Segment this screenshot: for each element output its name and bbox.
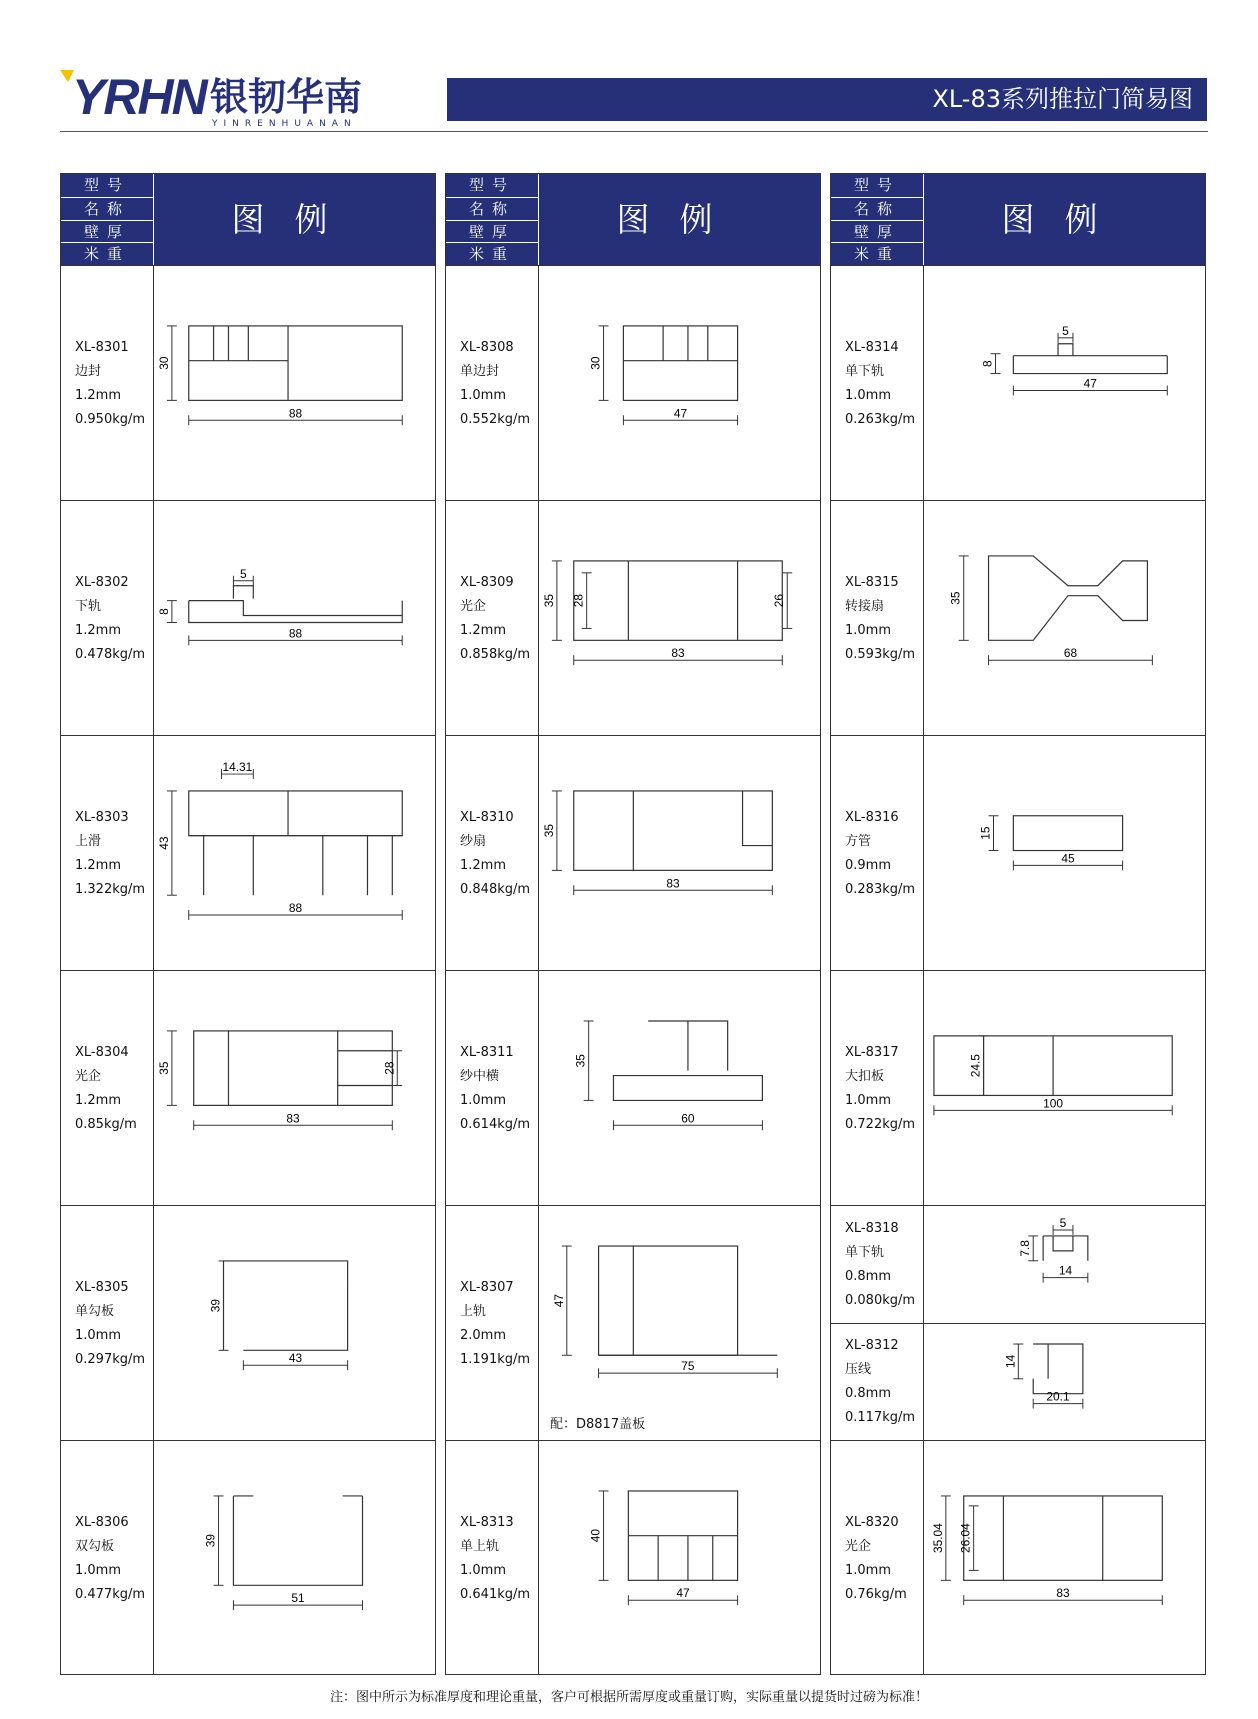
profile-drawing: [539, 971, 820, 1205]
profile-code: XL-8305: [75, 1279, 129, 1295]
dim-width: 45: [1061, 851, 1075, 866]
profile-sketch: [154, 736, 435, 970]
dim-height: 15: [978, 826, 993, 840]
profile-name: 上滑: [75, 833, 102, 849]
header-label: 型号: [468, 176, 515, 194]
profile-drawing: [924, 1441, 1205, 1675]
profile-info: [460, 571, 540, 667]
dim-inner: 26.04: [958, 1523, 973, 1554]
profile-code: XL-8304: [75, 1044, 129, 1060]
profile-name: 纱扇: [460, 833, 487, 849]
dim-width: 88: [288, 626, 303, 641]
profile-drawing: [539, 1441, 820, 1675]
profile-name: 纱中横: [460, 1068, 500, 1084]
profile-row: [831, 735, 1205, 970]
profile-thickness: 1.2mm: [75, 387, 122, 403]
profile-weight: 0.297kg/m: [75, 1351, 146, 1367]
profile-info: [75, 806, 155, 902]
profile-code: XL-8315: [845, 574, 899, 590]
profile-info: [460, 1041, 540, 1137]
profile-weight: 0.76kg/m: [845, 1586, 907, 1602]
dim-width: 47: [1083, 376, 1097, 391]
profile-name: 转接扇: [845, 598, 885, 614]
profile-row: [831, 1440, 1205, 1675]
profile-weight: 0.283kg/m: [845, 881, 916, 897]
profile-info: [845, 336, 925, 432]
dim-height: 43: [156, 836, 171, 850]
profile-weight: 0.080kg/m: [845, 1292, 916, 1308]
profile-thickness: 1.2mm: [460, 857, 507, 873]
dim-width: 20.1: [1046, 1389, 1070, 1404]
profile-code: XL-8312: [845, 1338, 899, 1354]
header-label: 型号: [853, 176, 900, 194]
dim-height: 35: [573, 1054, 588, 1068]
dim-width: 83: [666, 876, 680, 891]
profile-thickness: 1.0mm: [460, 387, 507, 403]
profile-thickness: 1.0mm: [845, 1562, 892, 1578]
svg-text:YRHN: YRHN: [72, 70, 206, 125]
profile-row: [446, 970, 820, 1205]
profile-drawing: [154, 501, 435, 735]
legend-title: 图例: [231, 200, 358, 239]
profile-weight: 0.593kg/m: [845, 646, 916, 662]
profile-info: [75, 336, 155, 432]
profile-sketch: [924, 971, 1205, 1205]
header-label: 壁厚: [831, 220, 923, 243]
dim-width: 88: [288, 901, 303, 916]
dim-height: 47: [551, 1294, 566, 1308]
profile-info: [75, 1041, 155, 1137]
profile-code: XL-8306: [75, 1514, 129, 1530]
legend-title: 图例: [1001, 200, 1128, 239]
brand-logo: [60, 70, 450, 130]
profile-row: [61, 500, 435, 735]
profile-name: 光企: [845, 1538, 872, 1554]
spec-column: [830, 173, 1206, 1675]
profile-row: [61, 265, 435, 500]
profile-code: XL-8316: [845, 809, 899, 825]
profile-weight: 1.322kg/m: [75, 881, 146, 897]
profile-drawing: [924, 1206, 1205, 1323]
profile-row: [831, 500, 1205, 735]
profile-weight: 0.478kg/m: [75, 646, 146, 662]
dim-height: 39: [203, 1533, 218, 1548]
profile-name: 单边封: [460, 363, 500, 379]
profile-weight: 0.85kg/m: [75, 1116, 137, 1132]
profile-drawing: [539, 266, 820, 500]
header-label: 米重: [446, 242, 538, 265]
profile-info: [845, 1041, 925, 1137]
profile-sketch: [539, 501, 820, 735]
profile-sketch: [154, 971, 435, 1205]
profile-code: XL-8309: [460, 574, 514, 590]
dim-height: 35.04: [930, 1523, 945, 1554]
footer-note: 注：图中所示为标准厚度和理论重量，客户可根据所需厚度或重量订购，实际重量以提货时过磅为标准！: [329, 1690, 928, 1705]
profile-sketch: [924, 1324, 1205, 1441]
profile-name: 下轨: [75, 598, 102, 614]
dim-top: 5: [1062, 323, 1069, 338]
profile-sketch: [924, 736, 1205, 970]
dim-height: 7.8: [1018, 1240, 1033, 1257]
profile-code: XL-8302: [75, 574, 129, 590]
dim-width: 83: [286, 1111, 300, 1126]
profile-name: 单下轨: [845, 363, 885, 379]
profile-weight: 0.950kg/m: [75, 411, 146, 427]
profile-code: XL-8301: [75, 339, 129, 355]
profile-sketch: [154, 266, 435, 500]
dim-height: 30: [588, 356, 603, 370]
profile-thickness: 0.8mm: [845, 1386, 892, 1402]
dim-height: 40: [588, 1529, 603, 1543]
profile-thickness: 1.2mm: [460, 622, 507, 638]
profile-code: XL-8311: [460, 1044, 514, 1060]
dim-top: 14.31: [222, 760, 253, 775]
profile-row: [446, 735, 820, 970]
profile-sketch: [539, 1441, 820, 1675]
dim-width: 51: [291, 1591, 305, 1606]
profile-thickness: 1.0mm: [75, 1327, 122, 1343]
profile-info: [75, 1276, 155, 1372]
profile-drawing: [924, 501, 1205, 735]
brand-name: 银韧华南: [210, 75, 363, 119]
profile-sketch: [539, 971, 820, 1205]
profile-thickness: 1.0mm: [845, 622, 892, 638]
profile-weight: 0.614kg/m: [460, 1116, 531, 1132]
profile-name: 双勾板: [75, 1538, 115, 1554]
dim-height: 39: [208, 1298, 223, 1313]
profile-drawing: [154, 1441, 435, 1675]
profile-row: [61, 1440, 435, 1675]
profile-drawing: [154, 971, 435, 1205]
profile-sketch: [154, 1206, 435, 1440]
profile-code: XL-8317: [845, 1044, 899, 1060]
spec-column: [445, 173, 821, 1675]
profile-info: [845, 571, 925, 667]
header-label: 型号: [83, 176, 130, 194]
profile-code: XL-8314: [845, 339, 899, 355]
profile-thickness: 2.0mm: [460, 1327, 507, 1343]
profile-weight: 0.477kg/m: [75, 1586, 146, 1602]
profile-sketch: [924, 266, 1205, 500]
profile-sketch: [924, 501, 1205, 735]
dim-width: 88: [288, 406, 303, 421]
legend-title: 图例: [616, 200, 743, 239]
profile-row: [446, 265, 820, 500]
dim-width: 83: [671, 646, 685, 661]
profile-thickness: 1.2mm: [75, 857, 122, 873]
profile-weight: 0.263kg/m: [845, 411, 916, 427]
profile-thickness: 1.2mm: [75, 622, 122, 638]
dim-inner-right: 26: [772, 593, 787, 608]
header-label: 米重: [61, 242, 153, 265]
dim-width: 43: [288, 1351, 303, 1366]
profile-drawing: [924, 1324, 1205, 1441]
dim-width: 100: [1043, 1096, 1064, 1111]
profile-row: [61, 970, 435, 1205]
profile-row: [446, 1440, 820, 1675]
profile-thickness: 1.0mm: [460, 1092, 507, 1108]
dim-width: 75: [681, 1359, 695, 1374]
profile-info: [75, 571, 155, 667]
profile-code: XL-8318: [845, 1220, 899, 1236]
profile-name: 大扣板: [845, 1068, 885, 1084]
profile-name: 单下轨: [845, 1244, 885, 1260]
column-header: [446, 174, 820, 265]
profile-row: [446, 1205, 820, 1440]
profile-sketch: [539, 736, 820, 970]
profile-code: XL-8320: [845, 1514, 899, 1530]
header-label: 壁厚: [446, 220, 538, 243]
profile-sketch: [154, 1441, 435, 1675]
profile-info: [845, 1334, 925, 1430]
profile-weight: 0.722kg/m: [845, 1116, 916, 1132]
page-title: XL-83系列推拉门简易图: [932, 85, 1193, 113]
profile-code: XL-8303: [75, 809, 129, 825]
profile-name: 压线: [845, 1362, 872, 1378]
dim-inner-left: 28: [571, 593, 586, 608]
profile-row: [831, 1323, 1205, 1441]
profile-info: [845, 1217, 925, 1313]
profile-name: 方管: [845, 833, 872, 849]
profile-drawing: [924, 736, 1205, 970]
page-title-bar: [447, 78, 1207, 121]
profile-drawing: [154, 736, 435, 970]
header-rule: [60, 131, 1208, 132]
profile-thickness: 1.0mm: [460, 1562, 507, 1578]
dim-inner: 28: [382, 1061, 397, 1075]
profile-info: [845, 1511, 925, 1607]
profile-thickness: 1.0mm: [845, 387, 892, 403]
dim-width: 47: [676, 1586, 690, 1601]
profile-code: XL-8313: [460, 1514, 514, 1530]
header-label: 名称: [831, 197, 923, 220]
profile-drawing: [539, 736, 820, 970]
dim-width: 60: [681, 1111, 695, 1126]
header-label: 名称: [61, 197, 153, 220]
profile-drawing: [539, 501, 820, 735]
profile-thickness: 1.2mm: [75, 1092, 122, 1108]
profile-drawing: [924, 266, 1205, 500]
profile-row: [61, 1205, 435, 1440]
profile-sketch: [924, 1206, 1205, 1323]
profile-thickness: 1.0mm: [845, 1092, 892, 1108]
header-label: 壁厚: [61, 220, 153, 243]
profile-weight: 0.641kg/m: [460, 1586, 531, 1602]
profile-name: 光企: [75, 1068, 102, 1084]
profile-info: [460, 1511, 540, 1607]
dim-height: 14: [1003, 1354, 1018, 1368]
profile-code: XL-8307: [460, 1279, 514, 1295]
dim-height: 8: [156, 608, 171, 615]
dim-width: 14: [1058, 1263, 1073, 1278]
spec-column: [60, 173, 436, 1675]
profile-thickness: 0.8mm: [845, 1268, 892, 1284]
profile-sketch: [539, 1206, 820, 1440]
profile-weight: 0.117kg/m: [845, 1410, 916, 1426]
dim-height: 35: [156, 1061, 171, 1075]
profile-sketch: [539, 266, 820, 500]
dim-width: 68: [1063, 646, 1078, 661]
column-header: [831, 174, 1205, 265]
profile-thickness: 1.0mm: [75, 1562, 122, 1578]
profile-drawing: [924, 971, 1205, 1205]
profile-name: 边封: [75, 363, 102, 379]
profile-row: [61, 735, 435, 970]
profile-drawing: [154, 1206, 435, 1440]
dim-height: 35: [541, 824, 556, 838]
profile-thickness: 0.9mm: [845, 857, 892, 873]
profile-row: [831, 970, 1205, 1205]
profile-info: [460, 336, 540, 432]
profile-row: [831, 265, 1205, 500]
profile-name: 单上轨: [460, 1538, 500, 1554]
dim-height: 35: [541, 593, 556, 608]
profile-code: XL-8308: [460, 339, 514, 355]
profile-drawing: [539, 1206, 820, 1440]
header-label: 米重: [831, 242, 923, 265]
profile-note: 配：D8817盖板: [550, 1417, 646, 1432]
profile-drawing: [154, 266, 435, 500]
brand-name-en: YINRENHUANAN: [212, 119, 357, 129]
column-header: [61, 174, 435, 265]
profile-name: 光企: [460, 598, 487, 614]
profile-weight: 1.191kg/m: [460, 1351, 531, 1367]
profile-weight: 0.552kg/m: [460, 411, 531, 427]
profile-row: [831, 1205, 1205, 1323]
dim-width: 83: [1056, 1586, 1070, 1601]
profile-info: [460, 1276, 540, 1372]
dim-height: 8: [980, 360, 995, 367]
profile-weight: 0.858kg/m: [460, 646, 531, 662]
profile-sketch: [924, 1441, 1205, 1675]
dim-height: 24.5: [968, 1054, 983, 1078]
dim-width: 47: [673, 406, 688, 421]
profile-info: [845, 806, 925, 902]
dim-top: 5: [240, 566, 247, 581]
dim-height: 35: [948, 591, 963, 605]
dim-height: 30: [156, 356, 171, 370]
profile-info: [75, 1511, 155, 1607]
profile-name: 单勾板: [75, 1303, 115, 1319]
header-label: 名称: [446, 197, 538, 220]
profile-info: [460, 806, 540, 902]
profile-weight: 0.848kg/m: [460, 881, 531, 897]
dim-top: 5: [1059, 1216, 1067, 1231]
profile-code: XL-8310: [460, 809, 514, 825]
profile-row: [446, 500, 820, 735]
profile-name: 上轨: [460, 1303, 487, 1319]
profile-sketch: [154, 501, 435, 735]
